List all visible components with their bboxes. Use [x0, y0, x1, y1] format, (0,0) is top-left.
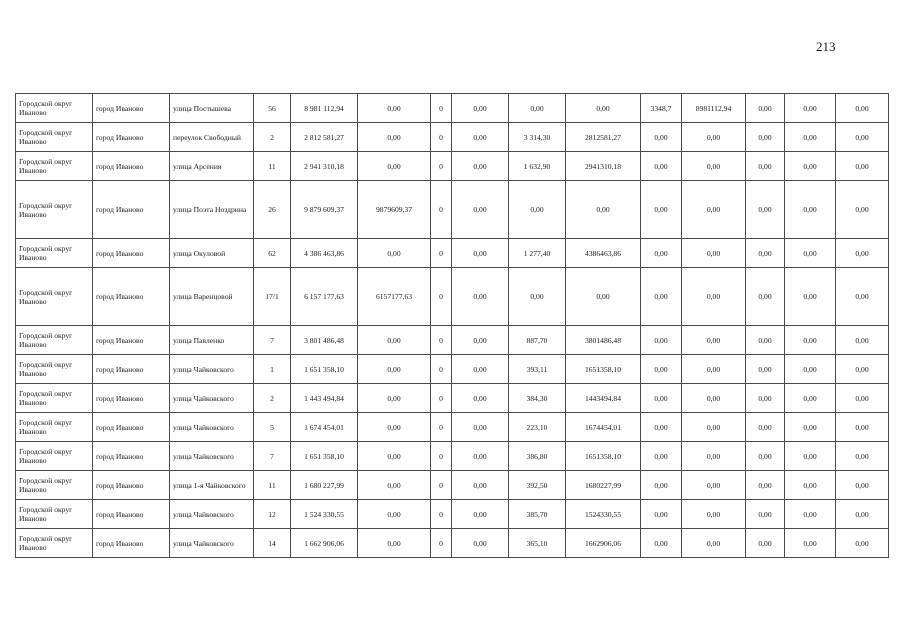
cell-total-cost: 1 674 454,01 [291, 413, 358, 442]
cell-cost-column-11: 0,00 [641, 123, 682, 152]
cell-cost-column-13: 0,00 [746, 529, 785, 558]
cell-cost-column-13: 0,00 [746, 384, 785, 413]
cell-house-number: 7 [254, 442, 291, 471]
cell-cost-column-13: 0,00 [746, 355, 785, 384]
cell-street: улица Чайковского [170, 384, 254, 413]
cell-cost-column-12: 0,00 [682, 442, 746, 471]
cell-house-number: 1 [254, 355, 291, 384]
table-row [16, 239, 889, 268]
cell-cost-column-10: 3801486,48 [566, 326, 641, 355]
cell-area-or-cost-column-9: 0,00 [509, 94, 566, 123]
cell-cost-column-13: 0,00 [746, 94, 785, 123]
cell-house-number: 2 [254, 384, 291, 413]
cell-cost-column-15: 0,00 [836, 94, 889, 123]
cell-area-or-cost-column-9: 386,80 [509, 442, 566, 471]
cell-total-cost: 1 443 494,84 [291, 384, 358, 413]
cell-total-cost: 1 680 227,99 [291, 471, 358, 500]
cell-total-cost: 1 651 358,10 [291, 355, 358, 384]
cell-count-column-7: 0 [431, 181, 452, 239]
cell-cost-column-13: 0,00 [746, 500, 785, 529]
cell-cost-column-15: 0,00 [836, 471, 889, 500]
cell-street: улица Поэта Ноздрина [170, 181, 254, 239]
cell-cost-column-11: 0,00 [641, 239, 682, 268]
cell-total-cost: 9 879 609,37 [291, 181, 358, 239]
cell-cost-column-10: 0,00 [566, 94, 641, 123]
cell-street: улица Чайковского [170, 413, 254, 442]
cell-cost-column-14: 0,00 [785, 413, 836, 442]
cell-municipality: Городской округ Иваново [16, 123, 93, 152]
cell-area-or-cost-column-9: 393,11 [509, 355, 566, 384]
cell-cost-column-8: 0,00 [452, 239, 509, 268]
cell-cost-column-10: 1674454,01 [566, 413, 641, 442]
cell-cost-column-6: 0,00 [358, 239, 431, 268]
table-row [16, 152, 889, 181]
cell-city: город Иваново [93, 384, 170, 413]
cell-city: город Иваново [93, 326, 170, 355]
cell-city: город Иваново [93, 355, 170, 384]
cell-count-column-7: 0 [431, 471, 452, 500]
cell-cost-column-12: 0,00 [682, 529, 746, 558]
cell-cost-column-6: 9879609,37 [358, 181, 431, 239]
cell-cost-column-6: 0,00 [358, 500, 431, 529]
cell-cost-column-15: 0,00 [836, 123, 889, 152]
cell-count-column-7: 0 [431, 152, 452, 181]
page-number: 213 [816, 39, 836, 54]
cell-cost-column-11: 0,00 [641, 268, 682, 326]
cell-area-or-cost-column-9: 1 277,40 [509, 239, 566, 268]
cell-area-or-cost-column-9: 384,30 [509, 384, 566, 413]
cell-house-number: 2 [254, 123, 291, 152]
cell-cost-column-15: 0,00 [836, 442, 889, 471]
cell-house-number: 5 [254, 413, 291, 442]
cell-street: улица Арсения [170, 152, 254, 181]
cell-city: город Иваново [93, 123, 170, 152]
cell-cost-column-14: 0,00 [785, 123, 836, 152]
cell-cost-column-14: 0,00 [785, 355, 836, 384]
cell-cost-column-14: 0,00 [785, 471, 836, 500]
cell-cost-column-6: 0,00 [358, 442, 431, 471]
cell-cost-column-14: 0,00 [785, 326, 836, 355]
cell-street: улица Окуловой [170, 239, 254, 268]
table-row [16, 181, 889, 239]
cell-cost-column-11: 0,00 [641, 384, 682, 413]
cell-total-cost: 8 981 112,94 [291, 94, 358, 123]
cell-house-number: 62 [254, 239, 291, 268]
cell-cost-column-12: 0,00 [682, 326, 746, 355]
cell-cost-column-15: 0,00 [836, 268, 889, 326]
cell-city: город Иваново [93, 471, 170, 500]
cell-count-column-7: 0 [431, 239, 452, 268]
table-row [16, 500, 889, 529]
cell-area-or-cost-column-9: 385,70 [509, 500, 566, 529]
cell-cost-column-13: 0,00 [746, 326, 785, 355]
cell-cost-column-14: 0,00 [785, 181, 836, 239]
cell-municipality: Городской округ Иваново [16, 326, 93, 355]
cell-municipality: Городской округ Иваново [16, 384, 93, 413]
cell-street: улица Чайковского [170, 500, 254, 529]
cell-count-column-7: 0 [431, 268, 452, 326]
cell-house-number: 7 [254, 326, 291, 355]
cell-count-column-7: 0 [431, 413, 452, 442]
cell-count-column-7: 0 [431, 94, 452, 123]
table-row [16, 471, 889, 500]
cell-municipality: Городской округ Иваново [16, 268, 93, 326]
cell-count-column-7: 0 [431, 500, 452, 529]
cell-total-cost: 3 801 486,48 [291, 326, 358, 355]
cell-house-number: 12 [254, 500, 291, 529]
cell-cost-column-11: 0,00 [641, 326, 682, 355]
cell-cost-column-13: 0,00 [746, 413, 785, 442]
cell-cost-column-13: 0,00 [746, 152, 785, 181]
cell-street: улица Чайковского [170, 355, 254, 384]
cell-street: переулок Свободный [170, 123, 254, 152]
cell-cost-column-6: 0,00 [358, 326, 431, 355]
cell-cost-column-15: 0,00 [836, 181, 889, 239]
cell-street: улица 1-я Чайковского [170, 471, 254, 500]
cell-house-number: 14 [254, 529, 291, 558]
cell-area-or-cost-column-9: 1 632,90 [509, 152, 566, 181]
cell-cost-column-10: 4386463,86 [566, 239, 641, 268]
cell-area-or-cost-column-9: 887,70 [509, 326, 566, 355]
cell-area-or-cost-column-9: 3 314,30 [509, 123, 566, 152]
cell-cost-column-12: 0,00 [682, 123, 746, 152]
cell-total-cost: 1 662 906,06 [291, 529, 358, 558]
cell-cost-column-12: 0,00 [682, 471, 746, 500]
cell-cost-column-8: 0,00 [452, 384, 509, 413]
cell-cost-column-15: 0,00 [836, 152, 889, 181]
cell-municipality: Городской округ Иваново [16, 181, 93, 239]
cell-cost-column-10: 1680227,99 [566, 471, 641, 500]
cell-cost-column-15: 0,00 [836, 326, 889, 355]
cell-area-or-cost-column-9: 0,00 [509, 268, 566, 326]
table-row [16, 384, 889, 413]
table-body [16, 94, 889, 558]
cell-street: улица Чайковского [170, 529, 254, 558]
cell-cost-column-13: 0,00 [746, 123, 785, 152]
cell-city: город Иваново [93, 94, 170, 123]
cell-cost-column-8: 0,00 [452, 94, 509, 123]
cell-cost-column-6: 0,00 [358, 384, 431, 413]
cell-cost-column-8: 0,00 [452, 268, 509, 326]
cell-cost-column-15: 0,00 [836, 500, 889, 529]
cell-cost-column-11: 0,00 [641, 181, 682, 239]
cell-city: город Иваново [93, 152, 170, 181]
cell-cost-column-12: 0,00 [682, 413, 746, 442]
cell-cost-column-12: 0,00 [682, 355, 746, 384]
cell-house-number: 56 [254, 94, 291, 123]
cell-cost-column-15: 0,00 [836, 529, 889, 558]
cell-cost-column-11: 0,00 [641, 529, 682, 558]
cell-cost-column-10: 1443494,84 [566, 384, 641, 413]
cell-cost-column-11: 0,00 [641, 152, 682, 181]
cell-cost-column-6: 0,00 [358, 355, 431, 384]
cell-municipality: Городской округ Иваново [16, 500, 93, 529]
table-row [16, 268, 889, 326]
cell-cost-column-12: 0,00 [682, 384, 746, 413]
cell-cost-column-12: 0,00 [682, 181, 746, 239]
cell-city: город Иваново [93, 413, 170, 442]
cell-cost-column-6: 0,00 [358, 123, 431, 152]
cell-cost-column-10: 1651358,10 [566, 442, 641, 471]
cell-area-or-cost-column-9: 0,00 [509, 181, 566, 239]
cell-street: улица Постышева [170, 94, 254, 123]
table-row [16, 355, 889, 384]
cell-total-cost: 2 941 310,18 [291, 152, 358, 181]
cell-cost-column-10: 0,00 [566, 181, 641, 239]
cell-cost-column-10: 2812581,27 [566, 123, 641, 152]
cell-cost-column-10: 1651358,10 [566, 355, 641, 384]
cell-street: улица Чайковского [170, 442, 254, 471]
cell-cost-column-8: 0,00 [452, 471, 509, 500]
cell-cost-column-8: 0,00 [452, 529, 509, 558]
cell-cost-column-11: 3348,7 [641, 94, 682, 123]
cell-area-or-cost-column-9: 365,10 [509, 529, 566, 558]
cell-cost-column-12: 8981112,94 [682, 94, 746, 123]
cell-municipality: Городской округ Иваново [16, 413, 93, 442]
cell-cost-column-8: 0,00 [452, 181, 509, 239]
cell-cost-column-12: 0,00 [682, 500, 746, 529]
cell-count-column-7: 0 [431, 123, 452, 152]
cell-cost-column-11: 0,00 [641, 442, 682, 471]
cell-cost-column-6: 0,00 [358, 413, 431, 442]
cell-house-number: 17/1 [254, 268, 291, 326]
cell-cost-column-6: 6157177,63 [358, 268, 431, 326]
cell-city: город Иваново [93, 500, 170, 529]
cell-cost-column-13: 0,00 [746, 471, 785, 500]
cell-cost-column-8: 0,00 [452, 355, 509, 384]
cell-city: город Иваново [93, 239, 170, 268]
cell-cost-column-8: 0,00 [452, 413, 509, 442]
cell-cost-column-10: 2941310,18 [566, 152, 641, 181]
cell-municipality: Городской округ Иваново [16, 442, 93, 471]
cell-cost-column-14: 0,00 [785, 94, 836, 123]
cell-municipality: Городской округ Иваново [16, 529, 93, 558]
cell-count-column-7: 0 [431, 355, 452, 384]
cell-count-column-7: 0 [431, 442, 452, 471]
cell-cost-column-11: 0,00 [641, 500, 682, 529]
cell-count-column-7: 0 [431, 326, 452, 355]
cell-house-number: 11 [254, 152, 291, 181]
cell-cost-column-6: 0,00 [358, 152, 431, 181]
cell-cost-column-10: 1524330,55 [566, 500, 641, 529]
cell-total-cost: 1 651 358,10 [291, 442, 358, 471]
cell-total-cost: 6 157 177,63 [291, 268, 358, 326]
cell-cost-column-12: 0,00 [682, 152, 746, 181]
cell-city: город Иваново [93, 268, 170, 326]
cell-cost-column-8: 0,00 [452, 152, 509, 181]
cell-cost-column-10: 0,00 [566, 268, 641, 326]
cell-cost-column-13: 0,00 [746, 181, 785, 239]
cell-count-column-7: 0 [431, 384, 452, 413]
cell-city: город Иваново [93, 529, 170, 558]
cell-cost-column-13: 0,00 [746, 442, 785, 471]
cell-cost-column-15: 0,00 [836, 413, 889, 442]
cell-cost-column-14: 0,00 [785, 500, 836, 529]
cell-total-cost: 1 524 330,55 [291, 500, 358, 529]
cell-cost-column-13: 0,00 [746, 268, 785, 326]
cell-street: улица Варенцовой [170, 268, 254, 326]
table-row [16, 326, 889, 355]
cell-cost-column-6: 0,00 [358, 471, 431, 500]
cell-cost-column-14: 0,00 [785, 384, 836, 413]
cell-cost-column-14: 0,00 [785, 152, 836, 181]
cell-cost-column-12: 0,00 [682, 268, 746, 326]
cell-area-or-cost-column-9: 392,50 [509, 471, 566, 500]
cell-cost-column-8: 0,00 [452, 442, 509, 471]
cell-municipality: Городской округ Иваново [16, 471, 93, 500]
data-table [15, 93, 889, 558]
table-row [16, 94, 889, 123]
cell-cost-column-11: 0,00 [641, 471, 682, 500]
cell-cost-column-14: 0,00 [785, 442, 836, 471]
cell-city: город Иваново [93, 181, 170, 239]
cell-cost-column-8: 0,00 [452, 326, 509, 355]
cell-cost-column-14: 0,00 [785, 239, 836, 268]
cell-municipality: Городской округ Иваново [16, 94, 93, 123]
table-row [16, 529, 889, 558]
cell-cost-column-15: 0,00 [836, 355, 889, 384]
cell-total-cost: 2 812 581,27 [291, 123, 358, 152]
cell-cost-column-11: 0,00 [641, 413, 682, 442]
table-row [16, 413, 889, 442]
cell-cost-column-8: 0,00 [452, 123, 509, 152]
cell-cost-column-6: 0,00 [358, 529, 431, 558]
cell-city: город Иваново [93, 442, 170, 471]
cell-municipality: Городской округ Иваново [16, 355, 93, 384]
cell-municipality: Городской округ Иваново [16, 239, 93, 268]
cell-cost-column-14: 0,00 [785, 529, 836, 558]
cell-count-column-7: 0 [431, 529, 452, 558]
cell-cost-column-15: 0,00 [836, 384, 889, 413]
cell-cost-column-13: 0,00 [746, 239, 785, 268]
cell-cost-column-14: 0,00 [785, 268, 836, 326]
cell-area-or-cost-column-9: 223,10 [509, 413, 566, 442]
table-row [16, 123, 889, 152]
cell-street: улица Павленко [170, 326, 254, 355]
cell-house-number: 26 [254, 181, 291, 239]
cell-cost-column-15: 0,00 [836, 239, 889, 268]
table-row [16, 442, 889, 471]
cell-cost-column-12: 0,00 [682, 239, 746, 268]
cell-municipality: Городской округ Иваново [16, 152, 93, 181]
cell-cost-column-10: 1662906,06 [566, 529, 641, 558]
cell-house-number: 11 [254, 471, 291, 500]
cell-cost-column-6: 0,00 [358, 94, 431, 123]
cell-cost-column-11: 0,00 [641, 355, 682, 384]
cell-cost-column-8: 0,00 [452, 500, 509, 529]
cell-total-cost: 4 386 463,86 [291, 239, 358, 268]
